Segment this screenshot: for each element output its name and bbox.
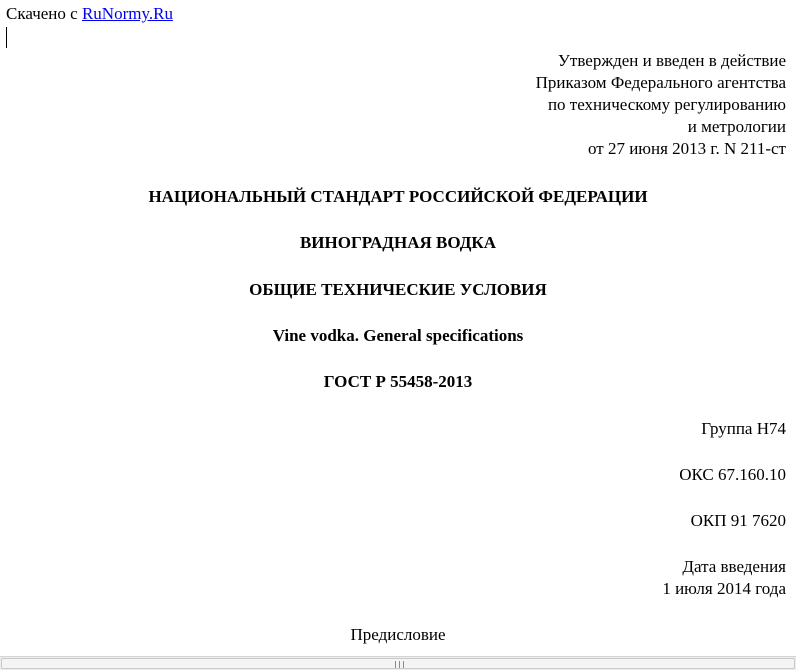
intro-date-value: 1 июля 2014 года [662,579,786,598]
approval-line: Утвержден и введен в действие [557,51,786,70]
oks-label: ОКС 67.160.10 [679,465,786,484]
approval-line: Приказом Федерального агентства [535,73,786,92]
english-title: Vine vodka. General specifications [272,326,524,345]
approval-line: и метрологии [687,117,786,136]
horizontal-scrollbar[interactable] [0,656,796,670]
standard-type-heading: НАЦИОНАЛЬНЫЙ СТАНДАРТ РОССИЙСКОЙ ФЕДЕРАЦИИ [148,187,648,206]
approval-line: от 27 июня 2013 г. N 211-ст [587,139,786,158]
source-line [6,4,173,24]
document-subtitle: ОБЩИЕ ТЕХНИЧЕСКИЕ УСЛОВИЯ [249,280,547,299]
okp-label: ОКП 91 7620 [690,511,786,530]
runormy-link[interactable]: RuNormy.Ru [81,4,173,23]
standard-code: ГОСТ Р 55458-2013 [323,372,473,391]
document-title: ВИНОГРАДНАЯ ВОДКА [299,233,497,252]
text-caret [6,27,7,48]
scrollbar-thumb[interactable] [1,658,795,669]
approval-line: по техническому регулированию [547,95,786,114]
approval-block [536,50,786,160]
group-label: Группа Н74 [701,419,786,438]
foreword-heading: Предисловие [350,625,446,644]
grip-icon [395,661,404,668]
intro-date-label: Дата введения [682,557,786,576]
source-prefix: Скачено с [6,4,82,23]
